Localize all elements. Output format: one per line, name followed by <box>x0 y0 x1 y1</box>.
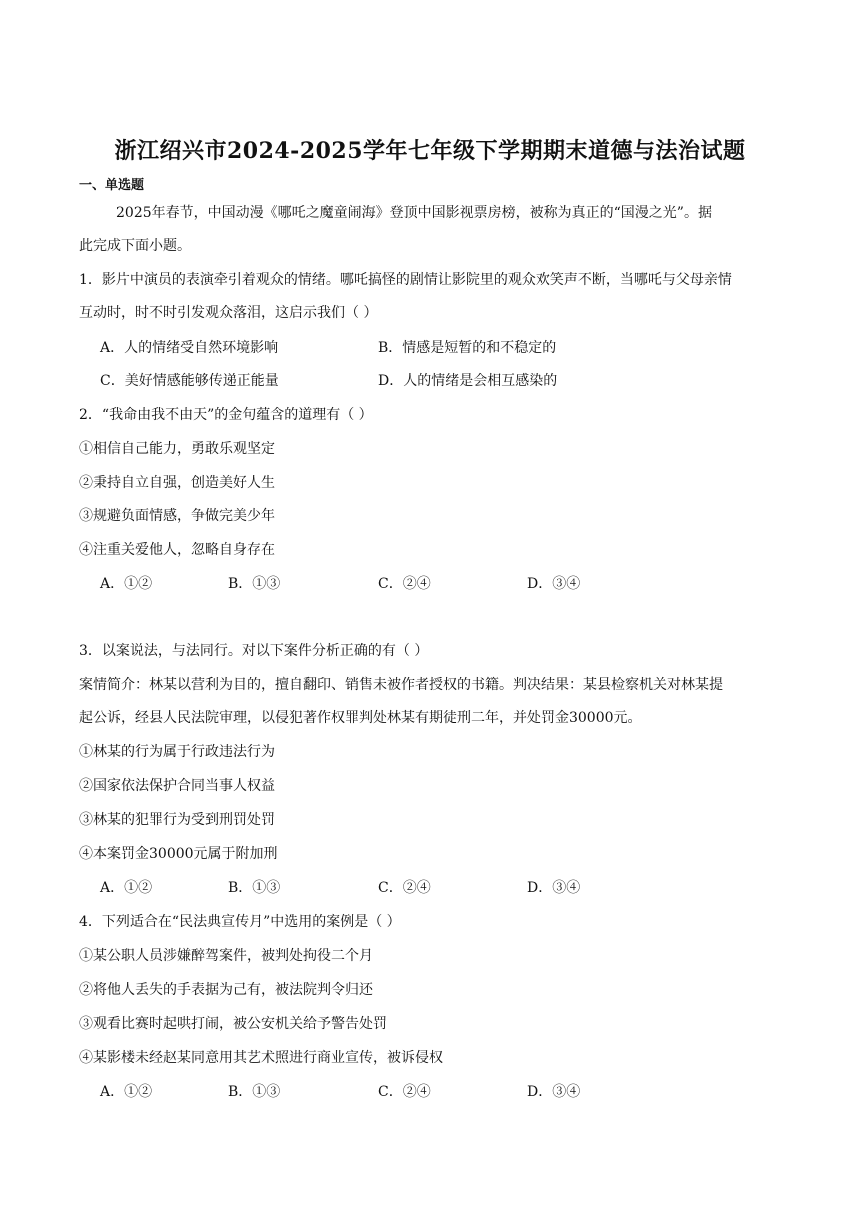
q2-item-2: ②秉持自立自强，创造美好人生 <box>79 475 275 491</box>
q3-item-1: ①林某的行为属于行政违法行为 <box>79 744 275 760</box>
q2-stem: 2．“我命由我不由天”的金句蕴含的道理有（ ） <box>79 407 373 423</box>
q4-option-c: C．②④ <box>378 1084 431 1100</box>
q1-stem-line-1: 1．影片中演员的表演牵引着观众的情绪。哪吒搞怪的剧情让影院里的观众欢笑声不断，当哪吒与父母亲情 <box>79 272 732 288</box>
q3-option-d: D．③④ <box>527 880 581 896</box>
q3-case-line-1: 案情简介：林某以营利为目的，擅自翻印、销售未被作者授权的书籍。判决结果：某县检察机关对林某提 <box>79 677 723 693</box>
q2-option-b: B．①③ <box>228 576 281 592</box>
intro-line-1: 2025年春节，中国动漫《哪吒之魔童闹海》登顶中国影视票房榜，被称为真正的“国漫之光”。据 <box>116 205 712 221</box>
q2-item-4: ④注重关爱他人，忽略自身存在 <box>79 542 275 558</box>
q1-option-d: D．人的情绪是会相互感染的 <box>378 373 558 389</box>
q4-stem: 4．下列适合在“民法典宣传月”中选用的案例是（ ） <box>79 914 401 930</box>
q3-option-a: A．①② <box>100 880 153 896</box>
q3-option-c: C．②④ <box>378 880 431 896</box>
q3-stem: 3．以案说法，与法同行。对以下案件分析正确的有（ ） <box>79 643 429 659</box>
q2-item-3: ③规避负面情感，争做完美少年 <box>79 508 275 524</box>
q4-item-3: ③观看比赛时起哄打闹，被公安机关给予警告处罚 <box>79 1016 387 1032</box>
q2-option-c: C．②④ <box>378 576 431 592</box>
q4-item-2: ②将他人丢失的手表据为己有，被法院判令归还 <box>79 982 373 998</box>
q3-option-b: B．①③ <box>228 880 281 896</box>
q2-item-1: ①相信自己能力，勇敢乐观坚定 <box>79 441 275 457</box>
q3-item-4: ④本案罚金30000元属于附加刑 <box>79 846 278 862</box>
document-title: 浙江绍兴市2024-2025学年七年级下学期期末道德与法治试题 <box>114 138 746 164</box>
q1-option-c: C．美好情感能够传递正能量 <box>100 373 279 389</box>
q4-option-b: B．①③ <box>228 1084 281 1100</box>
q3-item-2: ②国家依法保护合同当事人权益 <box>79 778 275 794</box>
section-heading: 一、单选题 <box>79 178 145 193</box>
q2-option-a: A．①② <box>100 576 153 592</box>
q4-option-a: A．①② <box>100 1084 153 1100</box>
q1-option-a: A．人的情绪受自然环境影响 <box>100 340 279 356</box>
q3-item-3: ③林某的犯罪行为受到刑罚处罚 <box>79 812 275 828</box>
q3-case-line-2: 起公诉，经县人民法院审理，以侵犯著作权罪判处林某有期徒刑二年，并处罚金30000元。 <box>79 710 642 726</box>
q1-option-b: B．情感是短暂的和不稳定的 <box>378 340 557 356</box>
q2-option-d: D．③④ <box>527 576 581 592</box>
q4-item-4: ④某影楼未经赵某同意用其艺术照进行商业宣传，被诉侵权 <box>79 1050 443 1066</box>
q1-stem-line-2: 互动时，时不时引发观众落泪，这启示我们（ ） <box>79 305 378 321</box>
q4-item-1: ①某公职人员涉嫌醉驾案件，被判处拘役二个月 <box>79 948 373 964</box>
intro-line-2: 此完成下面小题。 <box>79 238 191 254</box>
q4-option-d: D．③④ <box>527 1084 581 1100</box>
